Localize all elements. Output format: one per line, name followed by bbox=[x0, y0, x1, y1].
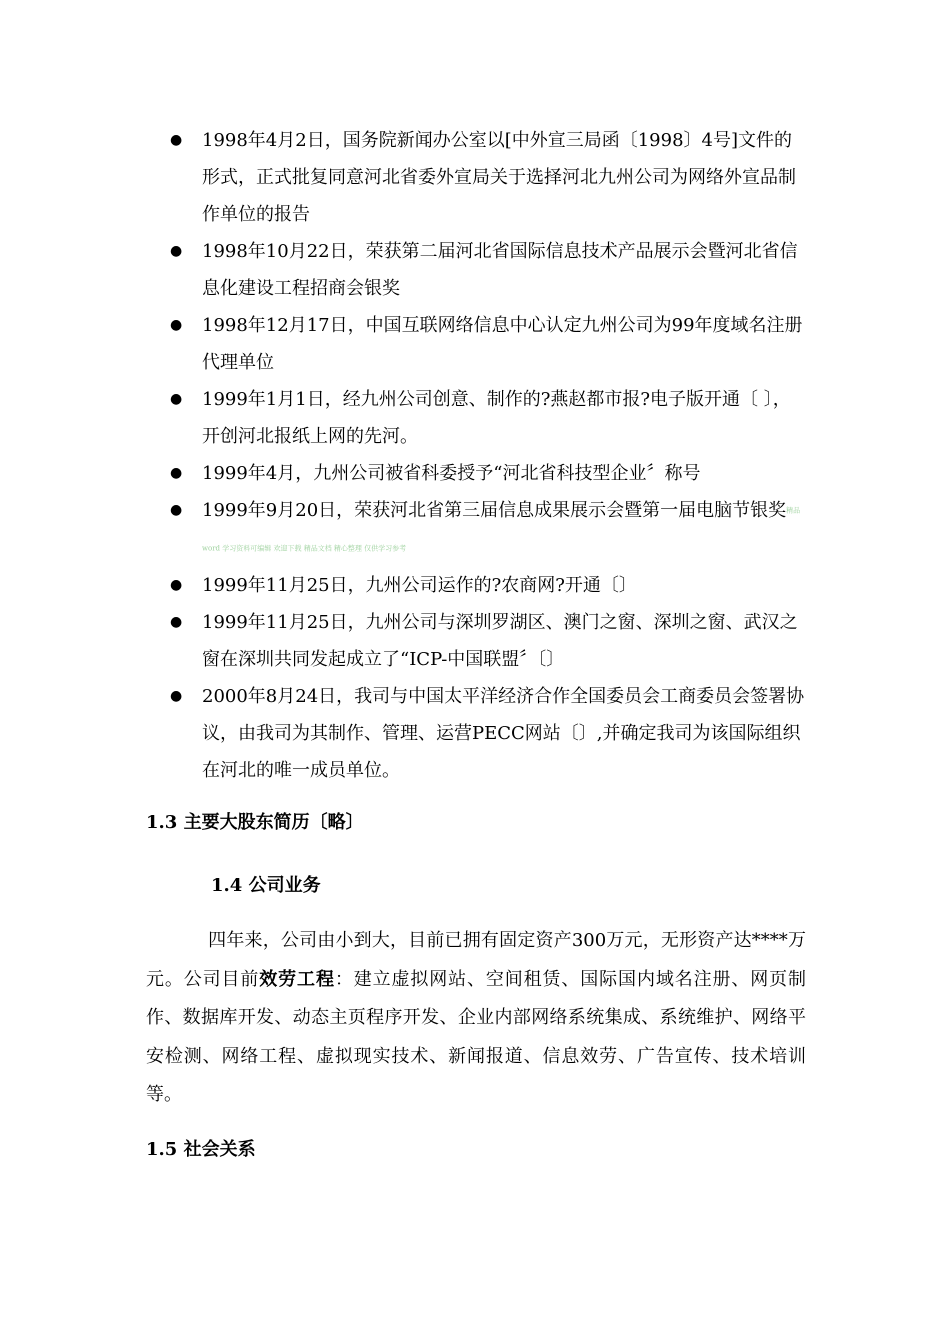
section-heading-1-5: 1.5 社会关系 bbox=[146, 1139, 256, 1160]
list-item bbox=[168, 678, 808, 789]
list-item bbox=[168, 122, 808, 233]
event-text: 1998年12月17日，中国互联网络信息中心认定九州公司为99年度域名注册代理单位 bbox=[202, 315, 803, 373]
business-services-label: 效劳工程 bbox=[259, 968, 335, 990]
section-heading-1-4: 1.4 公司业务 bbox=[211, 875, 321, 896]
list-item bbox=[168, 233, 808, 307]
event-text: 1999年4月，九州公司被省科委授予“河北省科技型企业〞称号 bbox=[202, 463, 701, 484]
bullet-icon: ● bbox=[170, 317, 183, 333]
bullet-icon: ● bbox=[170, 243, 183, 259]
watermark-text: 精品word 学习资料可编辑 欢迎下载 精品文档 精心整理 仅供学习参考 bbox=[202, 506, 801, 552]
event-text: 1999年1月1日，经九州公司创意、制作的?燕赵都市报?电子版开通〔 〕，开创河北报纸上网的先河。 bbox=[202, 389, 791, 447]
event-text: 1999年11月25日，九州公司与深圳罗湖区、澳门之窗、深圳之窗、武汉之窗在深圳共同发起成立了“ICP-中国联盟〞〔〕 bbox=[202, 612, 798, 670]
bullet-icon: ● bbox=[170, 132, 183, 148]
list-item bbox=[168, 567, 808, 604]
business-paragraph bbox=[146, 922, 806, 1115]
bullet-icon: ● bbox=[170, 465, 183, 481]
event-text: 1999年11月25日，九州公司运作的?农商网?开通〔〕 bbox=[202, 575, 637, 596]
list-item bbox=[168, 307, 808, 381]
list-item bbox=[168, 604, 808, 678]
event-list bbox=[168, 122, 808, 789]
business-text-services: ：建立虚拟网站、空间租赁、国际国内域名注册、网页制作、数据库开发、动态主页程序开发、企业内部网络系统集成、系统维护、网络平安检测、网络工程、虚拟现实技术、新闻报道、信息效劳、广告宣传、技术培训等。 bbox=[146, 968, 807, 1105]
bullet-icon: ● bbox=[170, 577, 183, 593]
section-heading-1-3: 1.3 主要大股东简历〔略〕 bbox=[146, 812, 364, 833]
list-item bbox=[168, 455, 808, 492]
list-item bbox=[168, 381, 808, 455]
bullet-icon: ● bbox=[170, 502, 183, 518]
event-text: 1999年9月20日，荣获河北省第三届信息成果展示会暨第一届电脑节银奖 bbox=[202, 500, 787, 521]
event-text: 2000年8月24日，我司与中国太平洋经济合作全国委员会工商委员会签署协议，由我司为其制作、管理、运营PECC网站〔〕,并确定我司为该国际组织在河北的唯一成员单位。 bbox=[202, 686, 805, 781]
bullet-icon: ● bbox=[170, 391, 183, 407]
bullet-icon: ● bbox=[170, 614, 183, 630]
business-text-intro: 四年来，公司由小到大，目前已拥有固定资产300万元，无形资产达****万元。公司目前 bbox=[146, 930, 806, 990]
list-item bbox=[168, 492, 808, 567]
bullet-icon: ● bbox=[170, 688, 183, 704]
event-text: 1998年10月22日，荣获第二届河北省国际信息技术产品展示会暨河北省信息化建设工程招商会银奖 bbox=[202, 241, 798, 299]
event-text: 1998年4月2日，国务院新闻办公室以[中外宣三局函〔1998〕4号]文件的形式，正式批复同意河北省委外宣局关于选择河北九州公司为网络外宣品制作单位的报告 bbox=[202, 130, 796, 225]
